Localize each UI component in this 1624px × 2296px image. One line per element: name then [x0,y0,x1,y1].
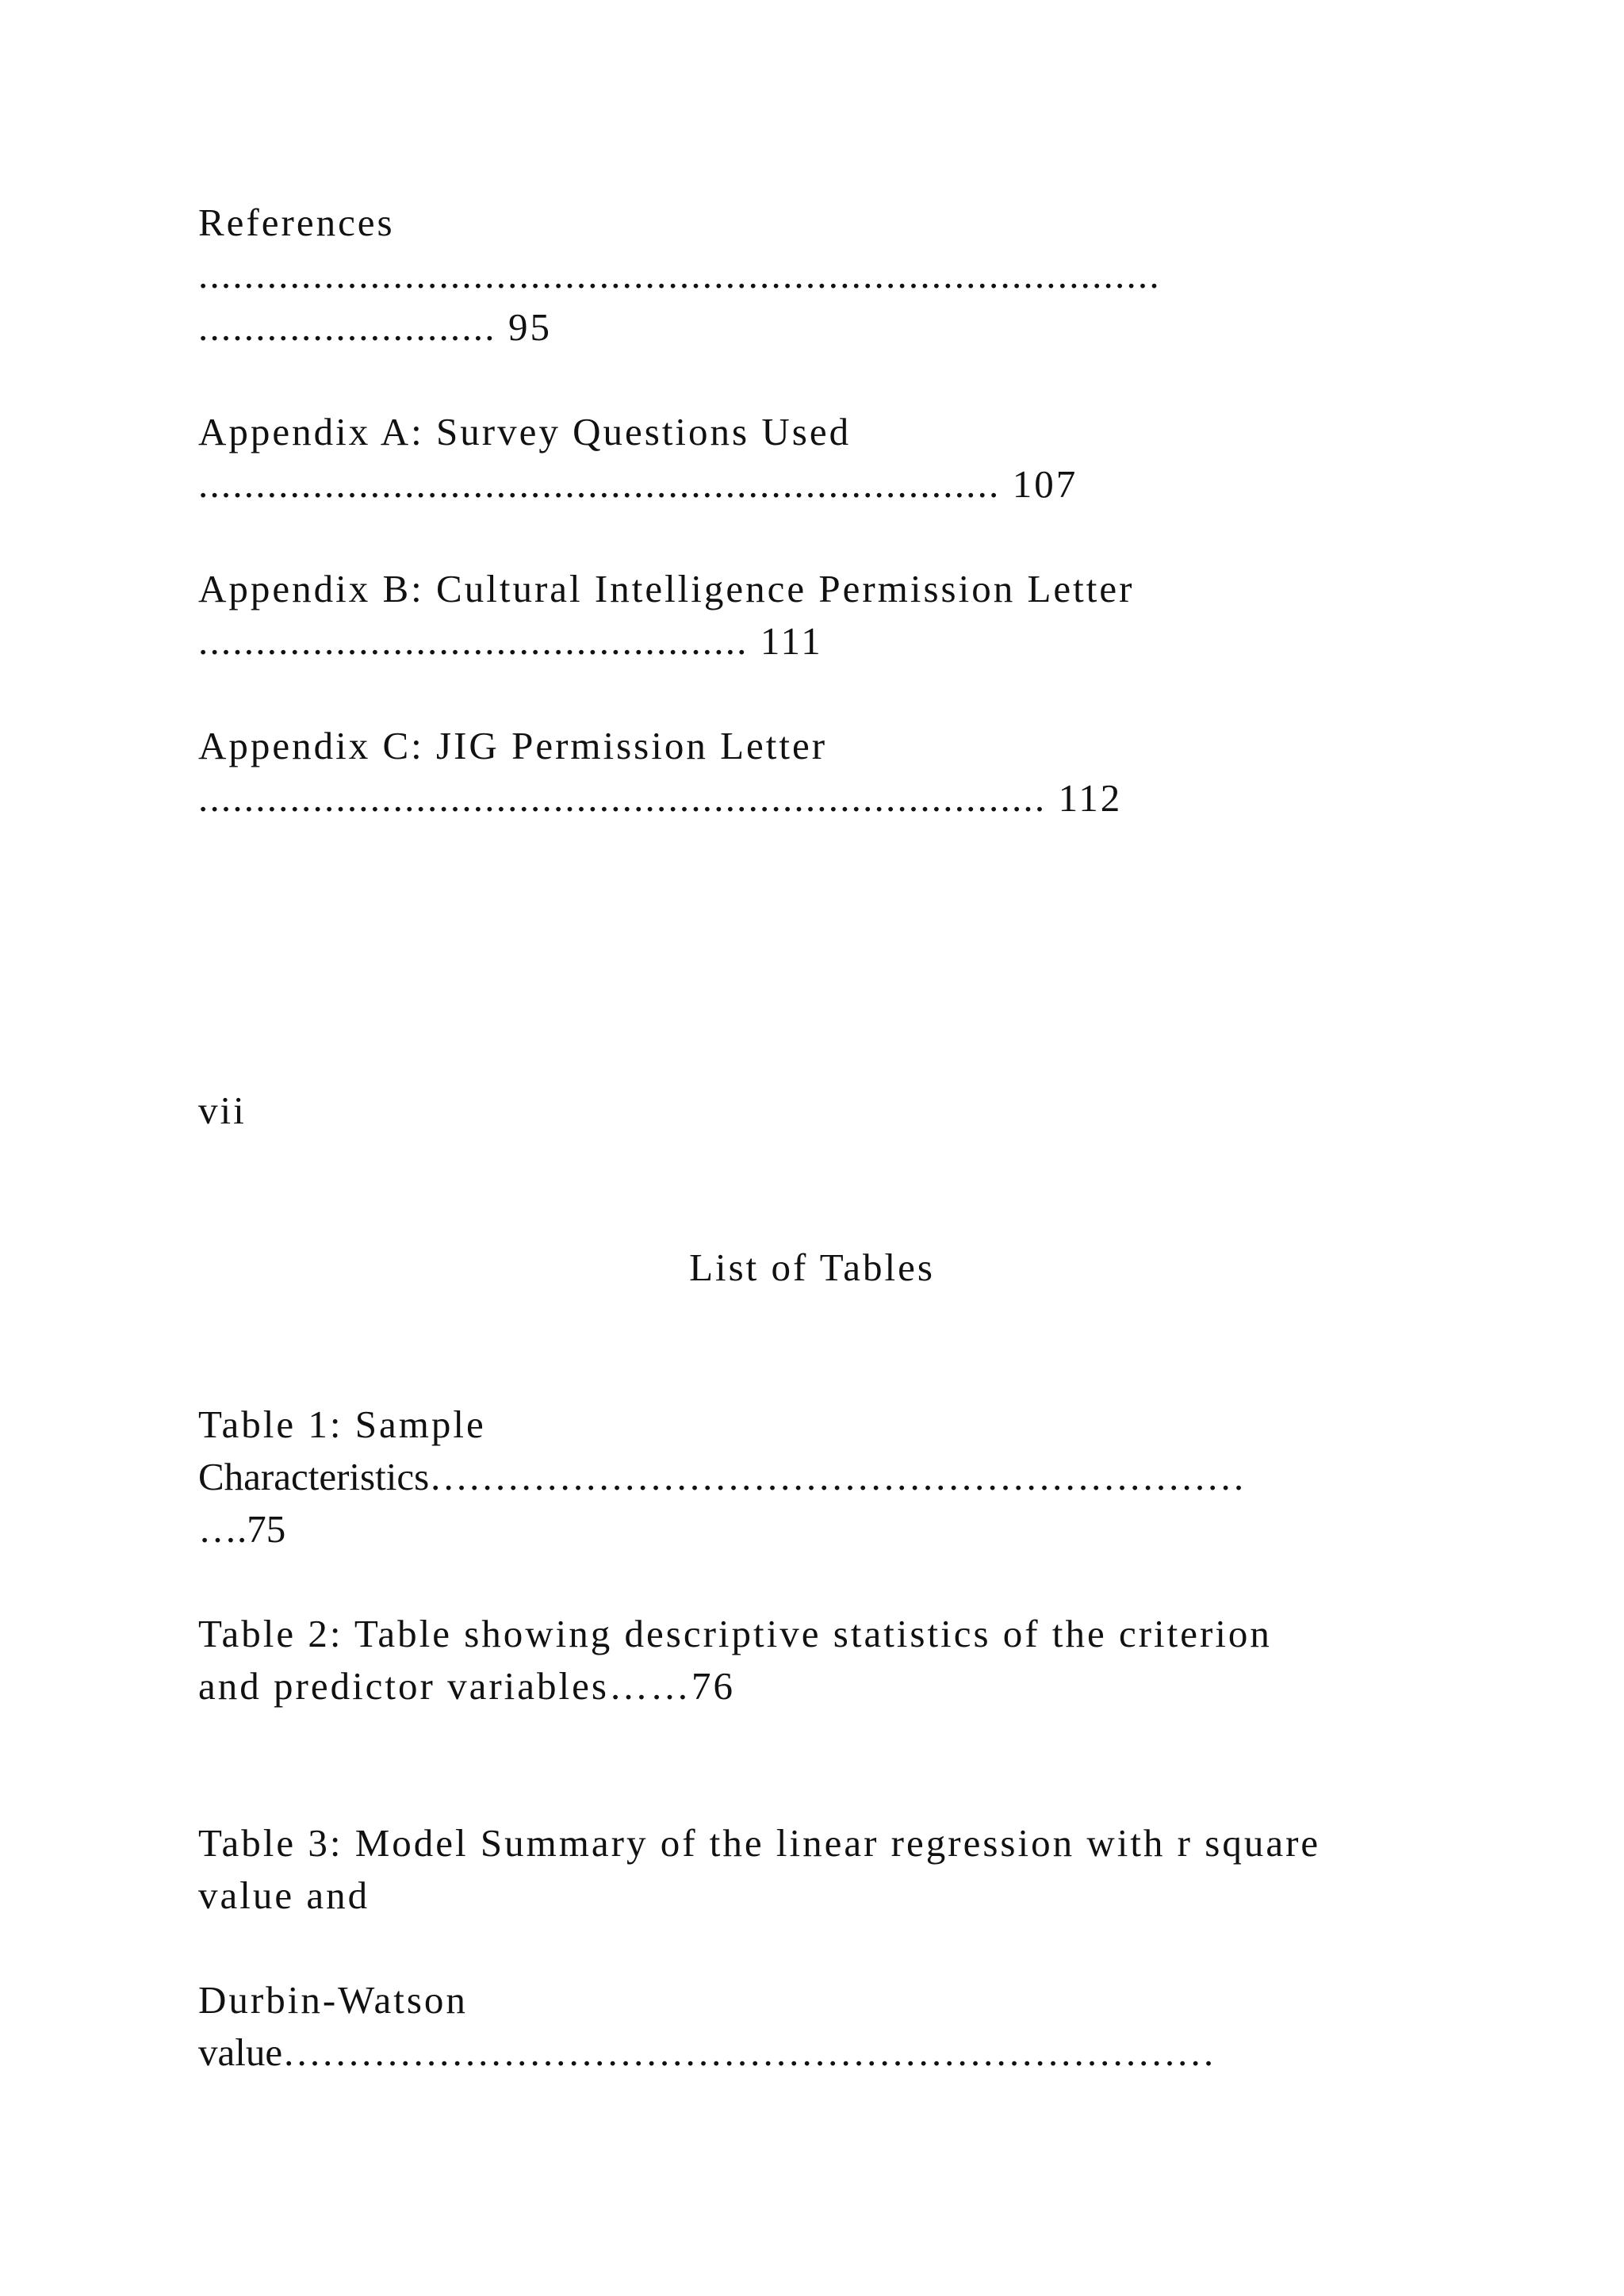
page-number: vii [198,1089,247,1132]
toc-appendix-c-dots-page [198,772,1122,825]
toc-appendix-b-page: 111 [760,619,823,663]
toc-appendix-c-label: Appendix C: JIG Permission Letter [198,724,828,767]
toc-references-dots-page [198,301,552,354]
toc-appendix-c-dots: .......................................................................... [198,776,1047,820]
toc-references-page: 95 [508,305,552,349]
lot-table-3-line-2: value and [198,1873,370,1917]
toc-appendix-a-dots-page [198,458,1078,511]
toc-appendix-b-dots: ................................................ [198,619,749,663]
toc-appendix-b-label: Appendix B: Cultural Intelligence Permission Letter [198,567,1135,610]
lot-table-3-line-3: Durbin-Watson [198,1978,468,2022]
lot-table-2-line-1: Table 2: Table showing descriptive statistics of the criterion [198,1612,1272,1655]
lot-table-2-line-2: and predictor variables……76 [198,1664,735,1708]
lot-table-3-line-1: Table 3: Model Summary of the linear regression with r square [198,1821,1321,1865]
lot-table-1-line-3: ….75 [198,1507,286,1551]
toc-appendix-a-dots: ...................................................................... [198,462,1001,506]
toc-appendix-a-label: Appendix A: Survey Questions Used [198,410,852,453]
toc-references-dots: .................................................................................... [198,253,1161,297]
list-of-tables-title: List of Tables [689,1246,935,1289]
lot-table-3-line-4: value……………………………………………………………… [198,2030,1216,2074]
lot-table-1-line-1: Table 1: Sample [198,1402,486,1446]
lot-table-1-line-2: Characteristics……………………………………………………… [198,1455,1246,1498]
toc-references-label: References [198,201,395,244]
toc-appendix-a-page: 107 [1012,462,1078,506]
toc-appendix-b-dots-page [198,615,823,668]
toc-appendix-c-page: 112 [1058,776,1123,820]
toc-references-dots-cont: .......................... [198,305,496,349]
